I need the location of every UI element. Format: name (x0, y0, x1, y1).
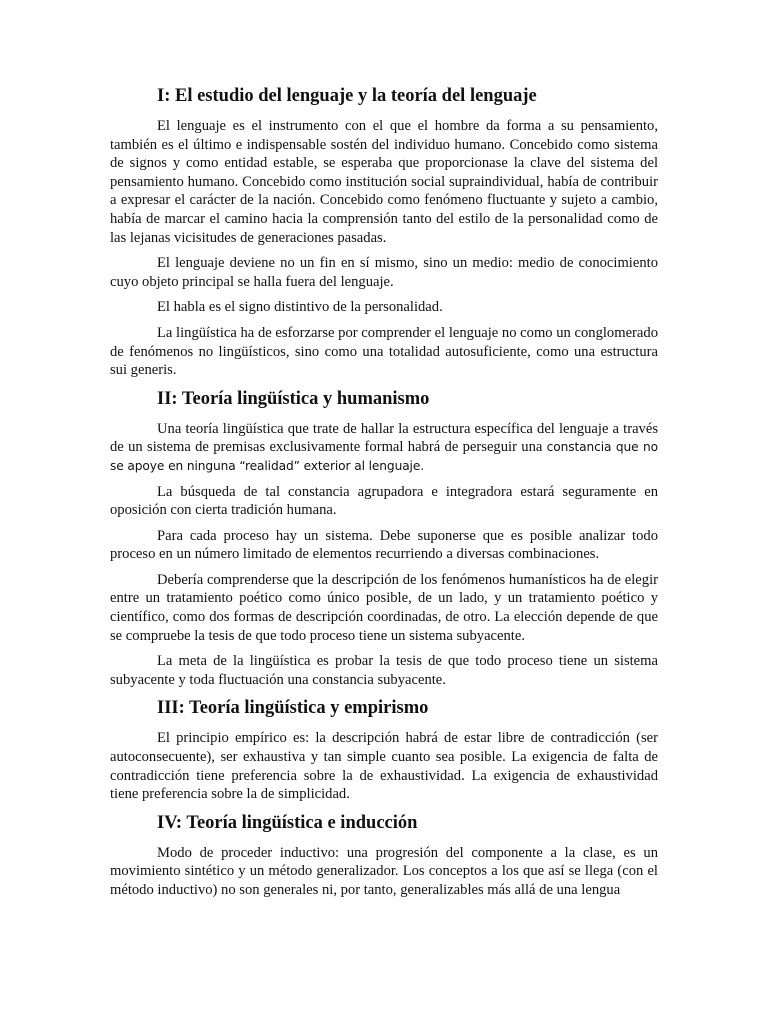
section-2 (110, 387, 658, 690)
paragraph: El lenguaje es el instrumento con el que el hombre da forma a su pensamiento, también es el último e indispensable sostén del individuo humano. Concebido como sistema de signos y como entidad estable, se esperaba que proporcionase la clave del sistema del pensamiento humano. Concebido como institución social supraindividual, había de contribuir a expresar el carácter de la nación. Concebido como fenómeno fluctuante y sujeto a cambio, había de marcar el camino hacia la comprensión tanto del estilo de la personalidad como de las lejanas vicisitudes de generaciones pasadas. (110, 118, 658, 246)
section-heading: IV: Teoría lingüística e inducción (157, 812, 418, 833)
paragraph: El habla es el signo distintivo de la personalidad. (157, 299, 443, 316)
paragraph: Debería comprenderse que la descripción de los fenómenos humanísticos ha de elegir entre un tratamiento poético como único posible, de un lado, y un tratamiento poético y científico, como dos formas de descripción coordinadas, de otro. La elección depende de que se compruebe la tesis de que todo proceso tiene un sistema subyacente. (110, 571, 658, 644)
paragraph: La búsqueda de tal constancia agrupadora e integradora estará seguramente en oposición con cierta tradición humana. (110, 483, 658, 519)
paragraph: El lenguaje deviene no un fin en sí mismo, sino un medio: medio de conocimiento cuyo objeto principal se halla fuera del lenguaje. (110, 255, 658, 290)
paragraph: Modo de proceder inductivo: una progresión del componente a la clase, es un movimiento sintético y un método generalizador. Los conceptos a los que así se llega (con el método inductivo) no son generales ni, por tanto, generalizables más allá de una lengua (110, 844, 658, 898)
paragraph: El principio empírico es: la descripción habrá de estar libre de contradicción (ser autoconsecuente), ser exhaustiva y tan simple cuanto sea posible. La exigencia de falta de contradicción tiene preferencia sobre la de exhaustividad. La exigencia de exhaustividad tiene preferencia sobre la de simplicidad. (110, 730, 658, 803)
paragraph: La lingüística ha de esforzarse por comprender el lenguaje no como un conglomerado de fenómenos no lingüísticos, sino como una totalidad autosuficiente, como una estructura sui generis. (110, 324, 658, 379)
paragraph (110, 420, 658, 476)
section-3 (110, 696, 658, 803)
paragraph: Para cada proceso hay un sistema. Debe suponerse que es posible analizar todo proceso en un número limitado de elementos recurriendo a diversas combinaciones. (110, 527, 658, 563)
paragraph-text-tail: constancia que no se apoye en ninguna “realidad” exterior al lenguaje. (110, 440, 658, 473)
section-heading: III: Teoría lingüística y empirismo (157, 698, 429, 719)
section-4 (110, 811, 658, 900)
paragraph-text: Una teoría lingüística que trate de hallar la estructura específica del lenguaje a través de un sistema de premisas exclusivamente formal habrá de perseguir una (110, 420, 658, 456)
document-page (110, 84, 658, 907)
section-heading: II: Teoría lingüística y humanismo (157, 388, 430, 409)
section-heading: I: El estudio del lenguaje y la teoría del lenguaje (157, 86, 537, 106)
section-1 (110, 84, 658, 380)
paragraph: La meta de la lingüística es probar la tesis de que todo proceso tiene un sistema subyacente y toda fluctuación una constancia subyacente. (110, 653, 658, 688)
